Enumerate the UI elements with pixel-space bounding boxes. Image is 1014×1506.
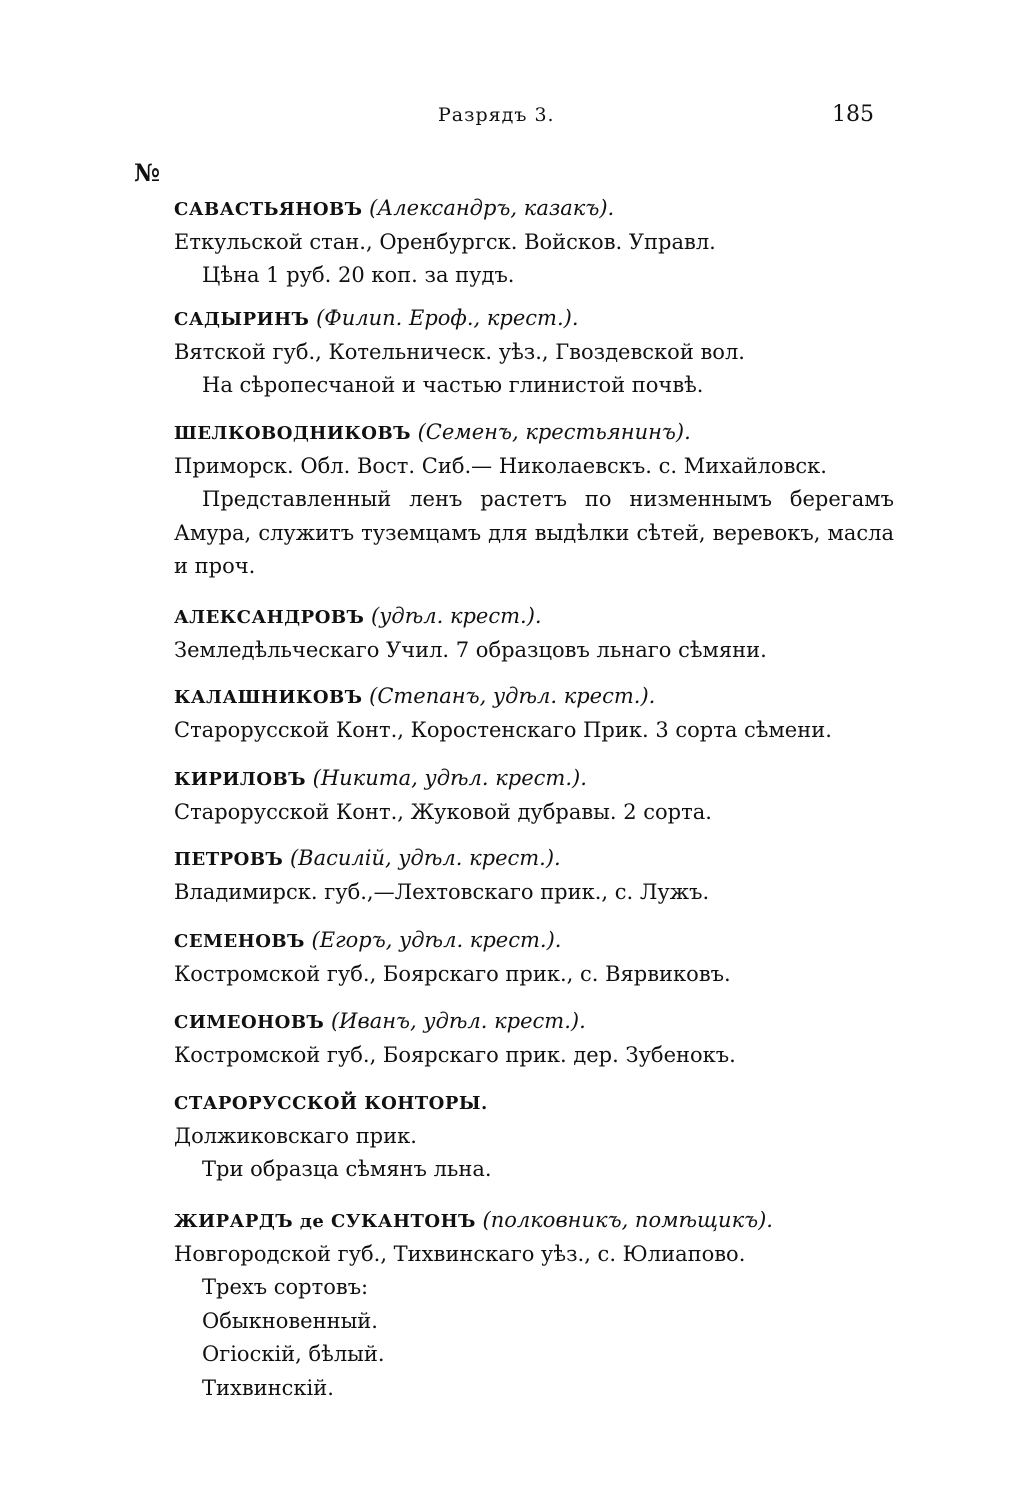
- entry-description: (Егоръ, удѣл. крест.).: [311, 928, 562, 952]
- entry-description: (Василій, удѣл. крест.).: [289, 846, 561, 870]
- entry-place: Костромской губ., Боярскаго прик., с. Вярвиковъ.: [174, 961, 731, 986]
- entry-starorusskoy-kontory: [174, 1086, 894, 1187]
- list-item: Трехъ сортовъ:: [202, 1275, 369, 1300]
- entry-petrov: [174, 842, 894, 909]
- entry-savastyanov: [174, 192, 894, 293]
- entry-place: Новгородской губ., Тихвинскаго уѣз., с. Юлиапово.: [174, 1241, 746, 1266]
- entry-simeonov: [174, 1005, 894, 1072]
- entry-description: (Степанъ, удѣл. крест.).: [369, 684, 656, 708]
- entry-note: На сѣропесчаной и частью глинистой почвѣ.: [202, 373, 704, 398]
- entry-name: КИРИЛОВЪ: [174, 769, 306, 790]
- entry-description: (Никита, удѣл. крест.).: [312, 766, 587, 790]
- page-number: 185: [832, 102, 874, 127]
- entry-description: (полковникъ, помѣщикъ).: [482, 1208, 773, 1232]
- entry-shelkovodnikov: [174, 416, 894, 584]
- entry-name: САДЫРИНЪ: [174, 309, 310, 330]
- entry-name: АЛЕКСАНДРОВЪ: [174, 607, 365, 628]
- numero-sign: №: [134, 158, 161, 187]
- list-item: Тихвинскій.: [202, 1375, 334, 1400]
- entry-name: СЕМЕНОВЪ: [174, 931, 305, 952]
- entry-name: ШЕЛКОВОДНИКОВЪ: [174, 423, 411, 444]
- entry-note: Представленный ленъ растетъ по низменнымъ берегамъ Амура, служитъ туземцамъ для выдѣлки сѣтей, веревокъ, масла и проч.: [174, 487, 894, 579]
- entry-place: Владимирск. губ.,—Лехтовскаго прик., с. Лужъ.: [174, 879, 710, 904]
- entry-place: Должиковскаго прик.: [174, 1123, 417, 1148]
- entry-place: Старорусской Конт., Коростенскаго Прик. 3 сорта сѣмени.: [174, 717, 832, 742]
- entry-place: Вятской губ., Котельническ. уѣз., Гвоздевской вол.: [174, 339, 745, 364]
- entry-name: ЖИРАРДЪ де СУКАНТОНЪ: [174, 1211, 476, 1232]
- entry-semenov: [174, 924, 894, 991]
- entry-place: Земледѣльческаго Учил. 7 образцовъ льнаго сѣмяни.: [174, 637, 767, 662]
- entry-kirilov: [174, 762, 894, 829]
- entry-description: (Александръ, казакъ).: [369, 196, 615, 220]
- list-item: Огіоскій, бѣлый.: [202, 1342, 385, 1367]
- entry-place: Еткульской стан., Оренбургск. Войсков. Управл.: [174, 229, 716, 254]
- entry-name: СТАРОРУССКОЙ КОНТОРЫ.: [174, 1093, 488, 1114]
- entry-description: (Семенъ, крестьянинъ).: [417, 420, 691, 444]
- entry-sadyrin: [174, 302, 894, 403]
- entry-kalashnikov: [174, 680, 894, 747]
- entry-name: СИМЕОНОВЪ: [174, 1012, 325, 1033]
- running-head: Разрядъ 3.: [438, 104, 555, 126]
- entry-note: Цѣна 1 руб. 20 коп. за пудъ.: [202, 263, 515, 288]
- entry-name: КАЛАШНИКОВЪ: [174, 687, 363, 708]
- list-item: Обыкновенный.: [202, 1308, 378, 1333]
- entry-description: (Иванъ, удѣл. крест.).: [330, 1009, 586, 1033]
- entry-description: (Филип. Ероф., крест.).: [316, 306, 579, 330]
- entry-place: Костромской губ., Боярскаго прик. дер. Зубенокъ.: [174, 1042, 736, 1067]
- entry-place: Приморск. Обл. Вост. Сиб.— Николаевскъ. с. Михайловск.: [174, 453, 827, 478]
- entry-place: Старорусской Конт., Жуковой дубравы. 2 сорта.: [174, 799, 712, 824]
- entry-note: Три образца сѣмянъ льна.: [202, 1157, 492, 1182]
- entry-aleksandrov: [174, 600, 894, 667]
- entry-name: ПЕТРОВЪ: [174, 849, 284, 870]
- entry-description: (удѣл. крест.).: [371, 604, 542, 628]
- entry-name: САВАСТЬЯНОВЪ: [174, 199, 363, 220]
- entry-zhirard-de-sukanton: [174, 1204, 894, 1406]
